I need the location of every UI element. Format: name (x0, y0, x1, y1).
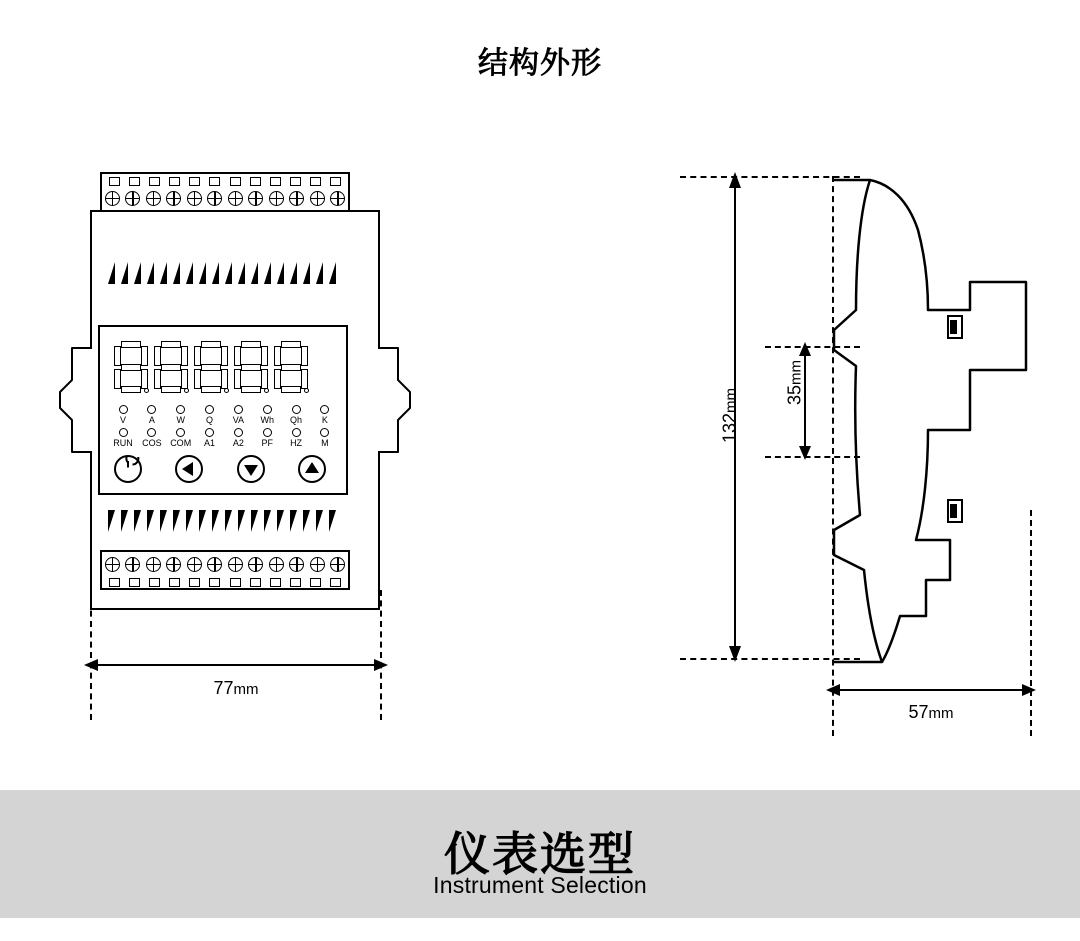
led-cell (283, 405, 309, 425)
terminal-pin (230, 578, 241, 587)
terminal-pin (149, 177, 160, 186)
led-indicator (292, 428, 301, 437)
bottom-terminal-pin-row (104, 578, 346, 587)
led-cell (225, 428, 251, 448)
led-label: K (321, 415, 328, 425)
led-indicator (234, 405, 243, 414)
terminal-screw (310, 557, 325, 572)
led-indicator (234, 428, 243, 437)
depth-dimension-unit: mm (928, 705, 954, 722)
terminal-screw (125, 191, 140, 206)
terminal-screw (125, 557, 140, 572)
terminal-pin (209, 578, 220, 587)
top-terminal-pin-row (104, 177, 346, 186)
top-terminal-screw-row (102, 191, 348, 206)
terminal-pin (129, 578, 140, 587)
terminal-pin (250, 578, 261, 587)
led-label: A1 (204, 438, 216, 448)
depth-dimension-value: 57 (908, 702, 929, 722)
width-dimension-label (60, 678, 412, 699)
led-label: Qh (290, 415, 303, 425)
terminal-screw (289, 557, 304, 572)
led-indicator (205, 428, 214, 437)
led-label: Wh (260, 415, 274, 425)
bottom-terminal-block (100, 550, 350, 590)
up-button[interactable] (298, 455, 326, 483)
terminal-screw (105, 191, 120, 206)
terminal-screw (187, 557, 202, 572)
display-digit (114, 341, 148, 393)
button-row (114, 455, 326, 483)
led-label: A (148, 415, 155, 425)
terminal-screw (289, 191, 304, 206)
led-indicator (176, 428, 185, 437)
terminal-pin (209, 177, 220, 186)
terminal-pin (270, 177, 281, 186)
led-label: VA (232, 415, 245, 425)
side-outline-view (640, 150, 1060, 730)
din-rail-clip-left (58, 340, 90, 460)
led-label: A2 (232, 438, 244, 448)
led-cell (283, 428, 309, 448)
rail-dimension-value: 35 (784, 384, 805, 406)
led-label: M (321, 438, 329, 448)
terminal-screw (248, 557, 263, 572)
led-row-top (110, 405, 338, 425)
led-cell (312, 405, 338, 425)
terminal-screw (269, 557, 284, 572)
led-label: V (119, 415, 126, 425)
terminal-pin (270, 578, 281, 587)
terminal-screw (166, 191, 181, 206)
led-cell (225, 405, 251, 425)
led-indicator (263, 428, 272, 437)
led-indicator (205, 405, 214, 414)
top-terminal-block (100, 172, 350, 212)
terminal-pin (169, 578, 180, 587)
led-indicator-grid (110, 405, 338, 448)
led-cell (168, 428, 194, 448)
terminal-screw (187, 191, 202, 206)
led-indicator (263, 405, 272, 414)
terminal-pin (310, 578, 321, 587)
terminal-pin (149, 578, 160, 587)
led-indicator (176, 405, 185, 414)
footer-title-cn: 仪表选型 (444, 828, 636, 880)
led-indicator (292, 405, 301, 414)
power-reset-button[interactable] (114, 455, 142, 483)
front-panel (98, 325, 348, 495)
height-dimension-value: 132 (719, 412, 740, 444)
terminal-screw (146, 191, 161, 206)
height-dimension-label (720, 356, 741, 476)
bottom-terminal-screw-row (102, 557, 348, 572)
led-row-bottom (110, 428, 338, 448)
terminal-pin (189, 578, 200, 587)
terminal-screw (269, 191, 284, 206)
seven-segment-display (114, 341, 308, 393)
terminal-pin (250, 177, 261, 186)
front-outline-view (60, 150, 460, 730)
led-cell (110, 428, 136, 448)
terminal-pin (290, 578, 301, 587)
left-button[interactable] (175, 455, 203, 483)
terminal-screw (207, 557, 222, 572)
side-profile-outline (830, 170, 1040, 675)
led-cell (139, 428, 165, 448)
page-title: 结构外形 (478, 47, 602, 80)
terminal-pin (310, 177, 321, 186)
led-indicator (320, 428, 329, 437)
led-indicator (147, 428, 156, 437)
led-cell (254, 405, 280, 425)
terminal-pin (189, 177, 200, 186)
terminal-screw (330, 191, 345, 206)
depth-dimension-label (826, 702, 1036, 723)
led-cell (312, 428, 338, 448)
led-label: COM (170, 438, 192, 448)
terminal-screw (105, 557, 120, 572)
led-label: PF (261, 438, 273, 448)
led-label: HZ (290, 438, 303, 448)
din-rail-clip-right (378, 340, 410, 460)
terminal-pin (330, 578, 341, 587)
led-indicator (320, 405, 329, 414)
height-dimension-unit: mm (722, 387, 740, 413)
terminal-screw (228, 557, 243, 572)
led-cell (254, 428, 280, 448)
terminal-screw (310, 191, 325, 206)
led-indicator (119, 405, 128, 414)
display-digit (274, 341, 308, 393)
terminal-screw (207, 191, 222, 206)
terminal-pin (109, 578, 120, 587)
led-indicator (119, 428, 128, 437)
led-cell (197, 428, 223, 448)
bottom-vent-grille (108, 510, 338, 532)
led-label: RUN (113, 438, 133, 448)
terminal-pin (230, 177, 241, 186)
width-dimension (84, 655, 388, 675)
terminal-screw (248, 191, 263, 206)
rail-dimension-unit: mm (787, 359, 805, 385)
display-digit (234, 341, 268, 393)
width-dimension-unit: mm (233, 681, 259, 698)
rail-dimension-label (785, 328, 806, 438)
terminal-pin (330, 177, 341, 186)
terminal-pin (290, 177, 301, 186)
led-label: Q (206, 415, 214, 425)
footer-title-en: Instrument Selection (433, 872, 647, 898)
terminal-pin (129, 177, 140, 186)
led-cell (139, 405, 165, 425)
width-dimension-value: 77 (213, 678, 234, 698)
led-cell (197, 405, 223, 425)
led-label: COS (142, 438, 162, 448)
terminal-pin (109, 177, 120, 186)
down-button[interactable] (237, 455, 265, 483)
display-digit (154, 341, 188, 393)
terminal-screw (146, 557, 161, 572)
terminal-screw (228, 191, 243, 206)
led-indicator (147, 405, 156, 414)
terminal-screw (166, 557, 181, 572)
led-cell (110, 405, 136, 425)
led-label: W (176, 415, 185, 425)
terminal-screw (330, 557, 345, 572)
display-digit (194, 341, 228, 393)
top-vent-grille (108, 262, 338, 284)
terminal-pin (169, 177, 180, 186)
led-cell (168, 405, 194, 425)
